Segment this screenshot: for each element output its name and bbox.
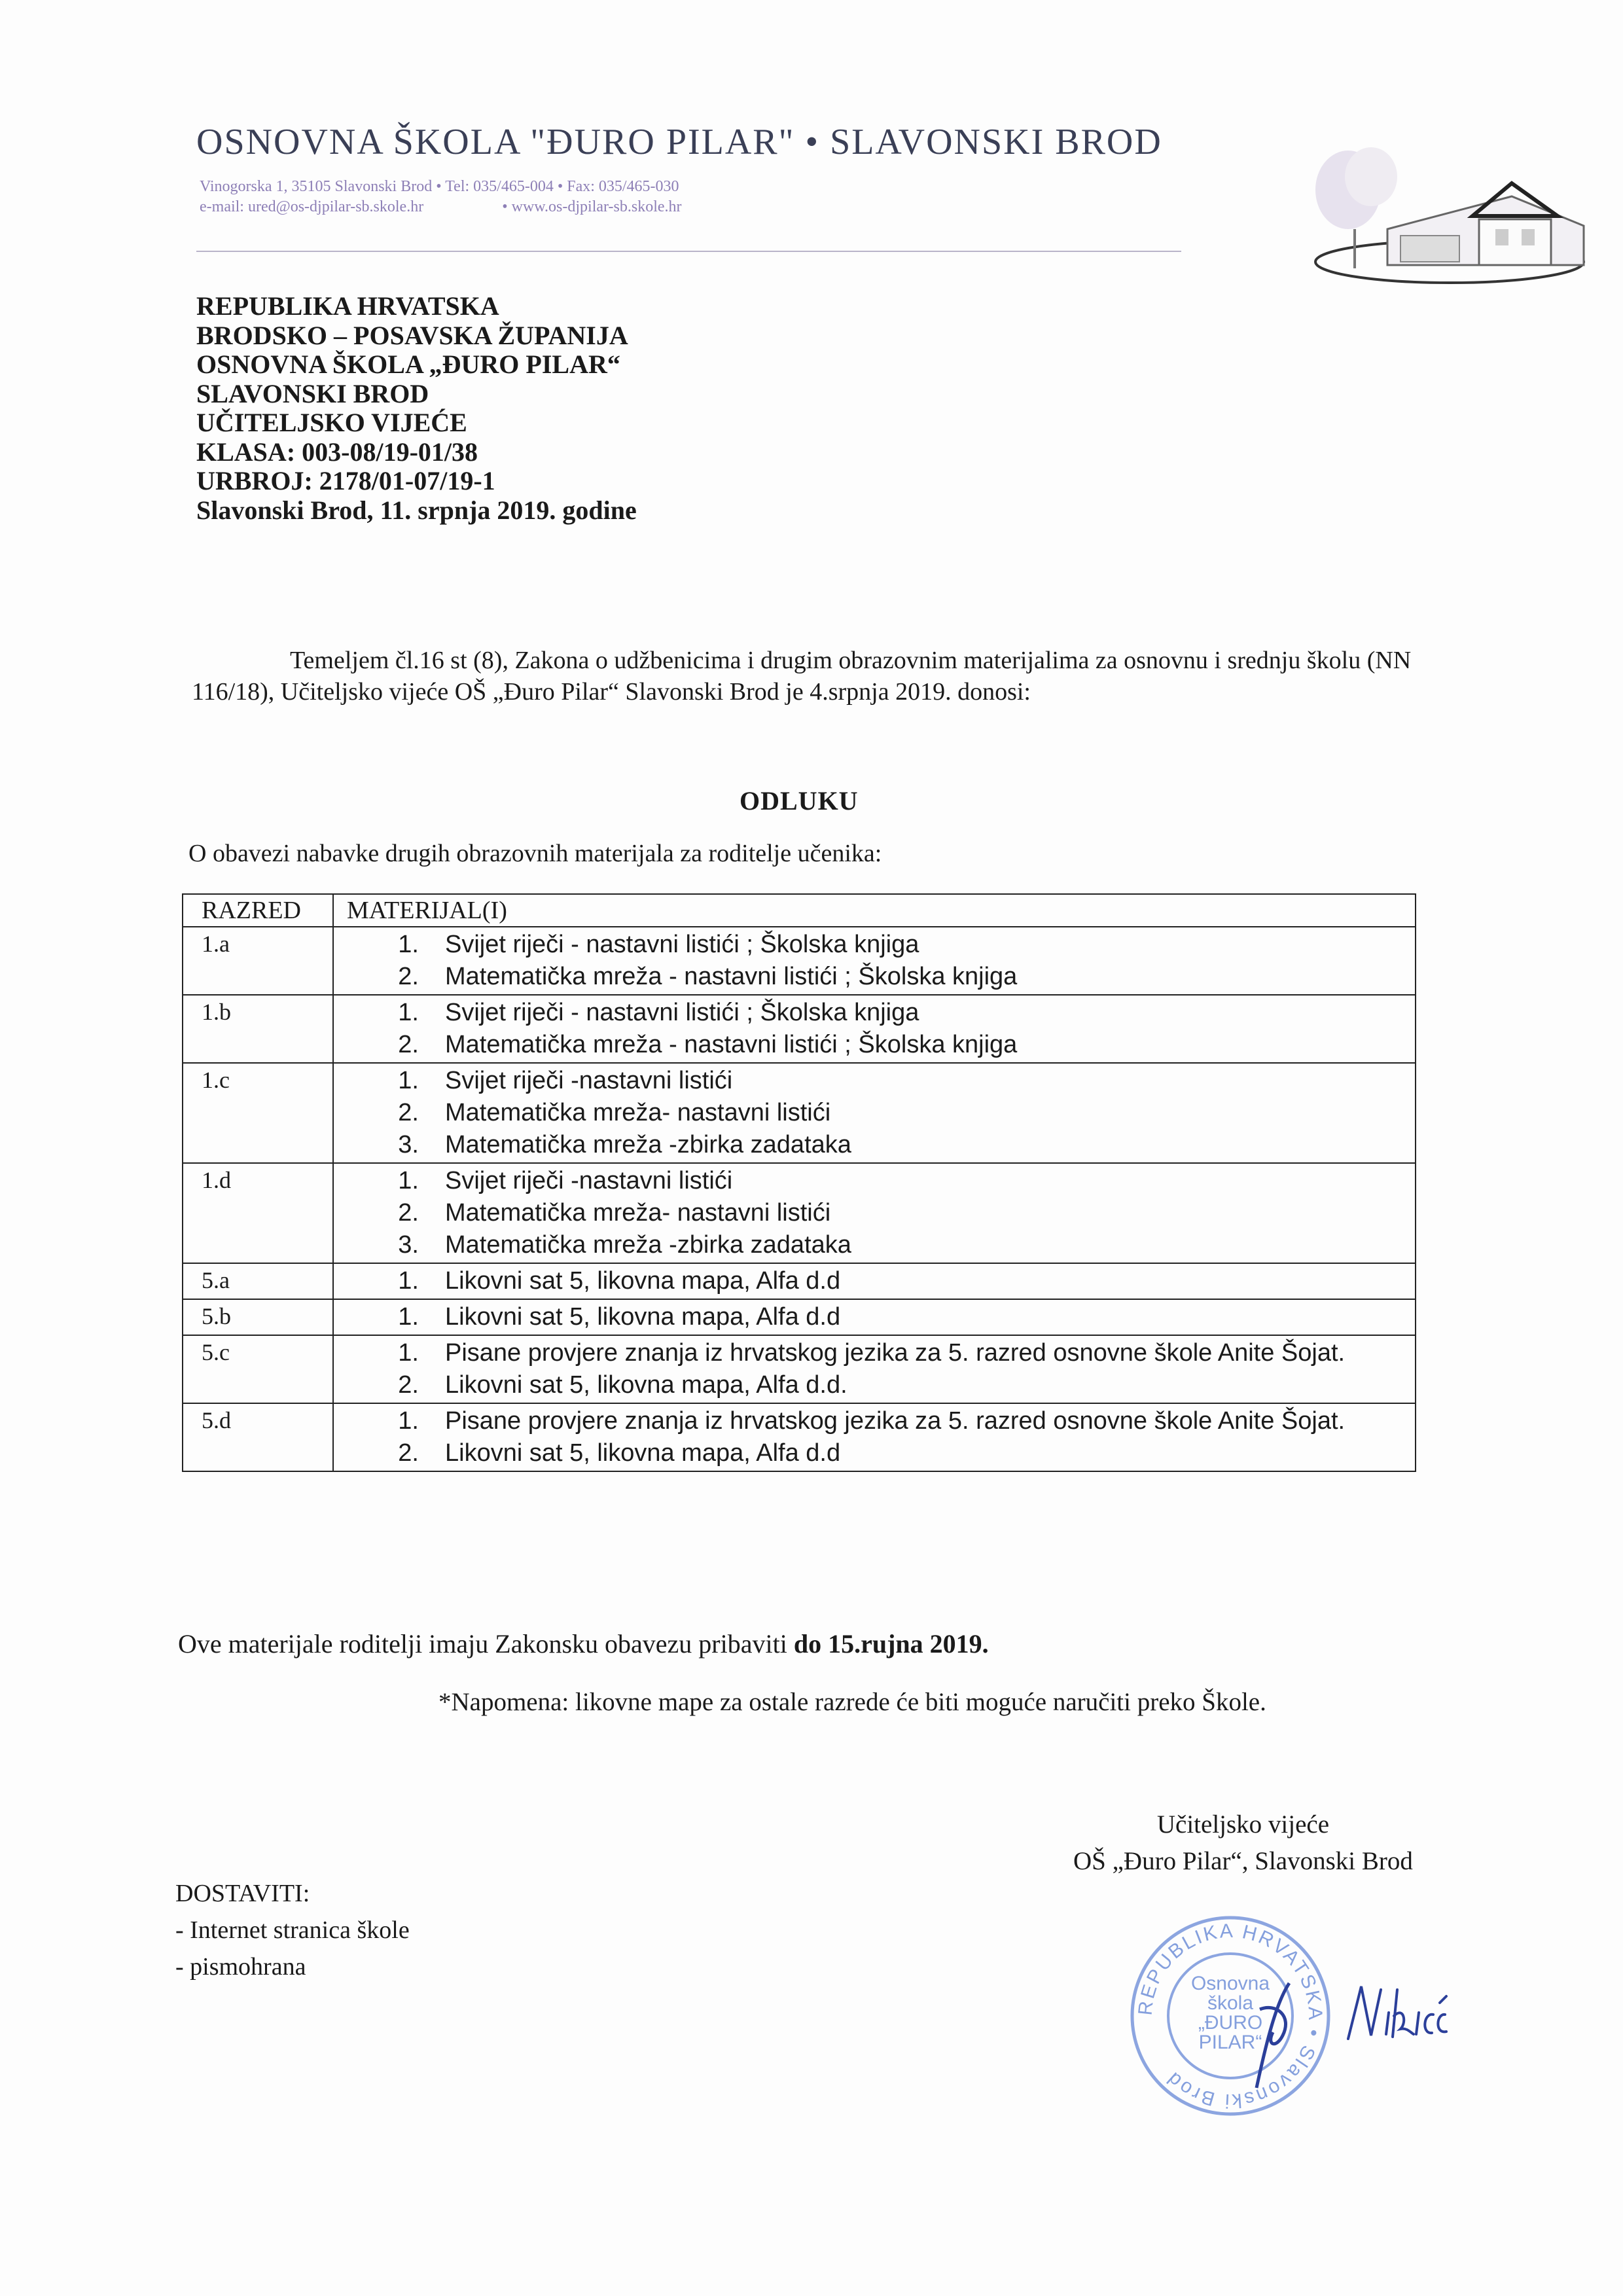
material-number: 3. [398, 1231, 419, 1259]
material-item [334, 1437, 1408, 1469]
handwritten-signature [1342, 1977, 1472, 2049]
materials-cell [334, 1404, 1415, 1471]
column-header-materijali: MATERIJAL(I) [347, 897, 507, 924]
material-text: Matematička mreža - nastavni listići ; Školska knjiga [445, 963, 1018, 990]
material-item [334, 961, 1408, 993]
deadline-text: Ove materijale roditelji imaju Zakonsku obavezu pribaviti [178, 1629, 787, 1659]
material-text: Likovni sat 5, likovna mapa, Alfa d.d [445, 1267, 841, 1295]
header-county: BRODSKO – POSAVSKA ŽUPANIJA [196, 320, 628, 350]
column-header-razred: RAZRED [183, 895, 334, 926]
materials-cell [334, 1264, 1415, 1299]
material-number: 1. [398, 931, 419, 958]
intro-text: Temeljem čl.16 st (8), Zakona o udžbenicima i drugim obrazovnim materijalima za osnovnu i srednju školu (NN 116/18), Učiteljsko vijeće OŠ „Đuro Pilar“ Slavonski Brod je 4.srpnja 2019. donosi: [192, 647, 1412, 706]
signature-block [1073, 1806, 1413, 1880]
material-number: 1. [398, 1067, 419, 1094]
delivery-list [175, 1875, 410, 1985]
material-text: Pisane provjere znanja iz hrvatskog jezika za 5. razred osnovne škole Anite Šojat. [445, 1339, 1346, 1367]
stamp-line: škola [1207, 1992, 1254, 2014]
material-number: 1. [398, 1267, 419, 1295]
header-school: OSNOVNA ŠKOLA „ĐURO PILAR“ [196, 350, 620, 379]
material-text: Likovni sat 5, likovna mapa, Alfa d.d [445, 1439, 841, 1467]
material-item [334, 1197, 1408, 1229]
deadline-statement [178, 1628, 989, 1659]
table-header-row [183, 895, 1415, 926]
letterhead-web: • www.os-djpilar-sb.skole.hr [502, 198, 682, 215]
materials-cell [334, 1336, 1415, 1403]
stamp-line: Osnovna [1190, 1973, 1270, 1994]
material-item [334, 1229, 1408, 1261]
material-text: Svijet riječi -nastavni listići [445, 1167, 733, 1194]
material-item [334, 1029, 1408, 1061]
razred-cell: 1.b [183, 996, 334, 1062]
letterhead-school-name: OSNOVNA ŠKOLA "ĐURO PILAR" • SLAVONSKI BROD [196, 122, 1162, 162]
material-item [334, 1405, 1408, 1437]
stamp-line: PILAR“ [1198, 2032, 1262, 2053]
decision-subtitle: O obavezi nabavke drugih obrazovnih materijala za roditelje učenika: [188, 840, 882, 867]
stamp-line: „ĐURO [1198, 2012, 1263, 2034]
signature-council: Učiteljsko vijeće [1156, 1810, 1330, 1839]
material-item [334, 997, 1408, 1029]
decision-title: ODLUKU [740, 786, 859, 816]
signature-school: OŠ „Đuro Pilar“, Slavonski Brod [1073, 1847, 1413, 1875]
material-number: 1. [398, 1407, 419, 1435]
header-date: Slavonski Brod, 11. srpnja 2019. godine [196, 495, 637, 525]
material-text: Svijet riječi - nastavni listići ; Školska knjiga [445, 999, 919, 1026]
razred-cell: 5.b [183, 1300, 334, 1335]
deadline-date: do 15.rujna 2019. [793, 1629, 989, 1659]
material-item [334, 1129, 1408, 1161]
letterhead-contact [200, 198, 682, 216]
material-number: 2. [398, 1371, 419, 1399]
table-row [183, 1335, 1415, 1403]
razred-cell: 1.c [183, 1064, 334, 1162]
note: *Napomena: likovne mape za ostale razrede će biti moguće naručiti preko Škole. [438, 1688, 1266, 1716]
material-text: Matematička mreža -zbirka zadataka [445, 1131, 851, 1158]
document-header [196, 292, 637, 525]
material-item [334, 1097, 1408, 1129]
materials-cell [334, 1300, 1415, 1335]
material-number: 2. [398, 1199, 419, 1227]
razred-cell: 1.a [183, 927, 334, 994]
material-item [334, 1337, 1408, 1369]
intro-paragraph [192, 645, 1422, 708]
letterhead-email: e-mail: ured@os-djpilar-sb.skole.hr [200, 198, 424, 215]
stamp-outer-text: REPUBLIKA HRVATSKA • Slavonski Brod [1134, 1920, 1327, 2112]
table-row [183, 1299, 1415, 1335]
material-text: Pisane provjere znanja iz hrvatskog jezika za 5. razred osnovne škole Anite Šojat. [445, 1407, 1346, 1435]
razred-cell: 5.a [183, 1264, 334, 1299]
material-number: 3. [398, 1131, 419, 1158]
table-row [183, 994, 1415, 1062]
table-row [183, 926, 1415, 994]
header-council: UČITELJSKO VIJEĆE [196, 408, 467, 437]
material-text: Svijet riječi -nastavni listići [445, 1067, 733, 1094]
material-number: 2. [398, 1439, 419, 1467]
header-city: SLAVONSKI BROD [196, 378, 429, 408]
material-text: Matematička mreža - nastavni listići ; Školska knjiga [445, 1031, 1018, 1058]
header-urbroj: URBROJ: 2178/01-07/19-1 [196, 466, 495, 495]
material-number: 1. [398, 1339, 419, 1367]
material-text: Matematička mreža- nastavni listići [445, 1199, 831, 1227]
material-number: 2. [398, 963, 419, 990]
material-text: Matematička mreža- nastavni listići [445, 1099, 831, 1126]
material-number: 1. [398, 1303, 419, 1331]
material-number: 2. [398, 1099, 419, 1126]
table-row [183, 1263, 1415, 1299]
material-text: Matematička mreža -zbirka zadataka [445, 1231, 851, 1259]
material-text: Likovni sat 5, likovna mapa, Alfa d.d [445, 1303, 841, 1331]
material-text: Svijet riječi - nastavni listići ; Školska knjiga [445, 931, 919, 958]
materials-cell [334, 927, 1415, 994]
materials-cell [334, 1064, 1415, 1162]
razred-cell: 1.d [183, 1164, 334, 1263]
material-item [334, 1165, 1408, 1197]
material-item [334, 1301, 1408, 1333]
letterhead-divider [196, 251, 1181, 252]
material-text: Likovni sat 5, likovna mapa, Alfa d.d. [445, 1371, 847, 1399]
material-item [334, 1065, 1408, 1097]
delivery-item: - Internet stranica škole [175, 1916, 410, 1944]
material-item [334, 1265, 1408, 1297]
material-number: 1. [398, 1167, 419, 1194]
table-row [183, 1403, 1415, 1471]
razred-cell: 5.d [183, 1404, 334, 1471]
material-item [334, 1369, 1408, 1401]
material-item [334, 929, 1408, 961]
letterhead-address: Vinogorska 1, 35105 Slavonski Brod • Tel: 035/465-004 • Fax: 035/465-030 [200, 178, 679, 195]
table-row [183, 1162, 1415, 1263]
table-row [183, 1062, 1415, 1162]
school-stamp [1126, 1911, 1335, 2121]
header-klasa: KLASA: 003-08/19-01/38 [196, 437, 478, 467]
material-number: 1. [398, 999, 419, 1026]
materials-table [182, 893, 1416, 1472]
materials-cell [334, 1164, 1415, 1263]
delivery-label: DOSTAVITI: [175, 1880, 310, 1907]
materials-cell [334, 996, 1415, 1062]
material-number: 2. [398, 1031, 419, 1058]
delivery-item: - pismohrana [175, 1953, 306, 1981]
school-building-logo [1309, 137, 1590, 295]
razred-cell: 5.c [183, 1336, 334, 1403]
header-country: REPUBLIKA HRVATSKA [196, 291, 499, 321]
